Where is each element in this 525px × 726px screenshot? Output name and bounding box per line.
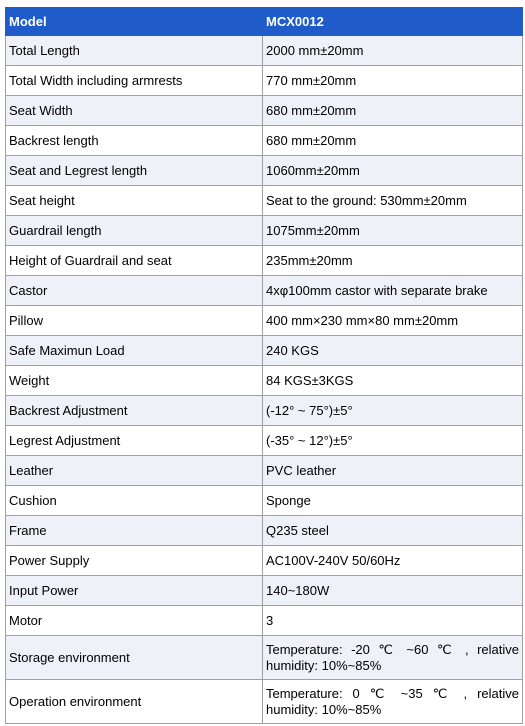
row-label: Height of Guardrail and seat <box>6 246 263 276</box>
row-label: Frame <box>6 516 263 546</box>
row-label: Storage environment <box>6 636 263 680</box>
row-value: Temperature: 0 ℃ ~35 ℃ , relative humidity: 10%~85% <box>263 680 523 724</box>
row-value: 235mm±20mm <box>263 246 523 276</box>
table-row <box>6 576 523 606</box>
table-row <box>6 426 523 456</box>
row-label: Input Power <box>6 576 263 606</box>
table-row <box>6 606 523 636</box>
row-label: Legrest Adjustment <box>6 426 263 456</box>
row-label: Operation environment <box>6 680 263 724</box>
table-row <box>6 486 523 516</box>
table-row <box>6 306 523 336</box>
table-row <box>6 680 523 724</box>
table-row <box>6 396 523 426</box>
table-header-row <box>6 8 523 36</box>
table-row <box>6 546 523 576</box>
row-value: 1075mm±20mm <box>263 216 523 246</box>
row-value: Temperature: -20 ℃ ~60 ℃ , relative humidity: 10%~85% <box>263 636 523 680</box>
row-value: Seat to the ground: 530mm±20mm <box>263 186 523 216</box>
row-value: 1060mm±20mm <box>263 156 523 186</box>
row-value: PVC leather <box>263 456 523 486</box>
row-label: Power Supply <box>6 546 263 576</box>
row-value: Sponge <box>263 486 523 516</box>
spec-table <box>5 7 523 724</box>
row-value: 680 mm±20mm <box>263 126 523 156</box>
table-row <box>6 216 523 246</box>
table-row <box>6 36 523 66</box>
row-label: Seat and Legrest length <box>6 156 263 186</box>
table-row <box>6 516 523 546</box>
row-value: AC100V-240V 50/60Hz <box>263 546 523 576</box>
row-label: Weight <box>6 366 263 396</box>
row-label: Total Width including armrests <box>6 66 263 96</box>
row-label: Motor <box>6 606 263 636</box>
row-label: Seat Width <box>6 96 263 126</box>
table-row <box>6 96 523 126</box>
row-label: Safe Maximun Load <box>6 336 263 366</box>
row-value: Q235 steel <box>263 516 523 546</box>
table-row <box>6 246 523 276</box>
row-label: Pillow <box>6 306 263 336</box>
table-row <box>6 336 523 366</box>
row-value: 140~180W <box>263 576 523 606</box>
row-label: Guardrail length <box>6 216 263 246</box>
table-row <box>6 66 523 96</box>
row-value: 84 KGS±3KGS <box>263 366 523 396</box>
row-value: (-35° ~ 12°)±5° <box>263 426 523 456</box>
row-label: Leather <box>6 456 263 486</box>
table-row <box>6 126 523 156</box>
table-row <box>6 186 523 216</box>
row-label: Seat height <box>6 186 263 216</box>
row-value: 2000 mm±20mm <box>263 36 523 66</box>
row-value: (-12° ~ 75°)±5° <box>263 396 523 426</box>
header-label-cell: Model <box>6 8 263 36</box>
row-value: 4xφ100mm castor with separate brake <box>263 276 523 306</box>
table-row <box>6 636 523 680</box>
row-value: 240 KGS <box>263 336 523 366</box>
row-label: Total Length <box>6 36 263 66</box>
table-row <box>6 156 523 186</box>
row-value: 770 mm±20mm <box>263 66 523 96</box>
row-value: 400 mm×230 mm×80 mm±20mm <box>263 306 523 336</box>
row-label: Backrest Adjustment <box>6 396 263 426</box>
row-label: Cushion <box>6 486 263 516</box>
table-row <box>6 276 523 306</box>
table-row <box>6 366 523 396</box>
row-label: Castor <box>6 276 263 306</box>
row-value: 680 mm±20mm <box>263 96 523 126</box>
header-value-cell: MCX0012 <box>263 8 523 36</box>
table-row <box>6 456 523 486</box>
row-value: 3 <box>263 606 523 636</box>
row-label: Backrest length <box>6 126 263 156</box>
